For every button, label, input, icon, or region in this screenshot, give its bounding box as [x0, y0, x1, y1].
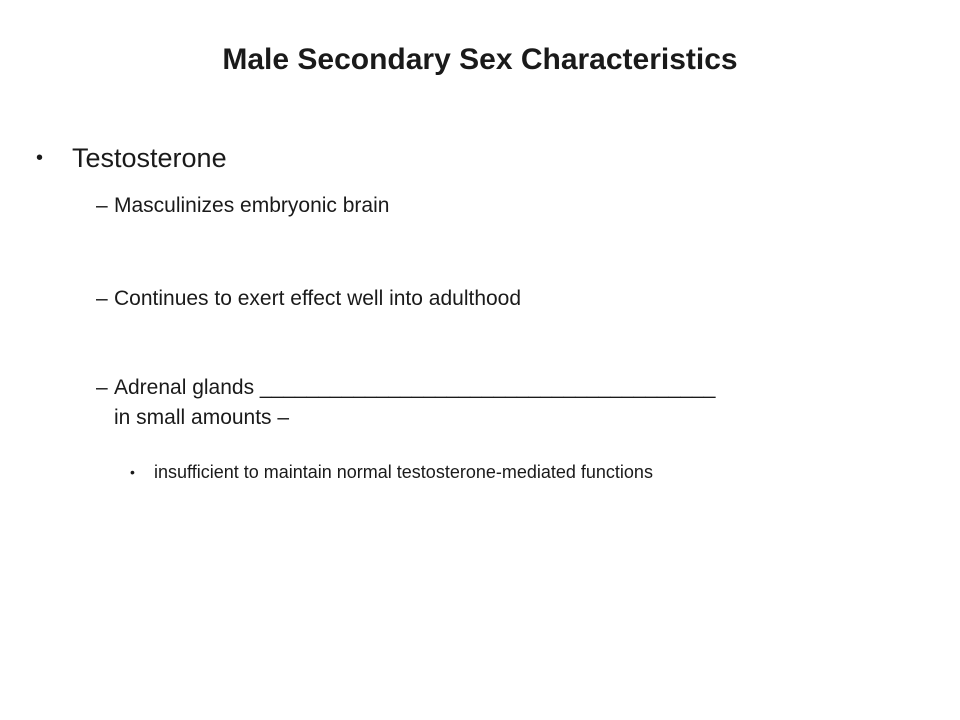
slide-title: Male Secondary Sex Characteristics: [222, 43, 738, 76]
subsub-bullet-marker: •: [130, 464, 135, 480]
dash-marker: –: [96, 287, 108, 310]
subitem-text: Masculinizes embryonic brain: [114, 194, 390, 217]
subitem-text: [114, 373, 914, 433]
subsubitem-text: insufficient to maintain normal testosterone-mediated functions: [154, 462, 653, 482]
dash-marker: –: [96, 194, 108, 217]
subitem-line-continuation: in small amounts –: [114, 406, 290, 429]
dash-marker: –: [96, 376, 108, 399]
bullet-marker: •: [36, 147, 44, 169]
subitem-text: Continues to exert effect well into adulthood: [114, 287, 522, 310]
bullet-text: Testosterone: [72, 143, 227, 173]
subitem-line-blank: Adrenal glands _______________________________________: [114, 376, 716, 399]
